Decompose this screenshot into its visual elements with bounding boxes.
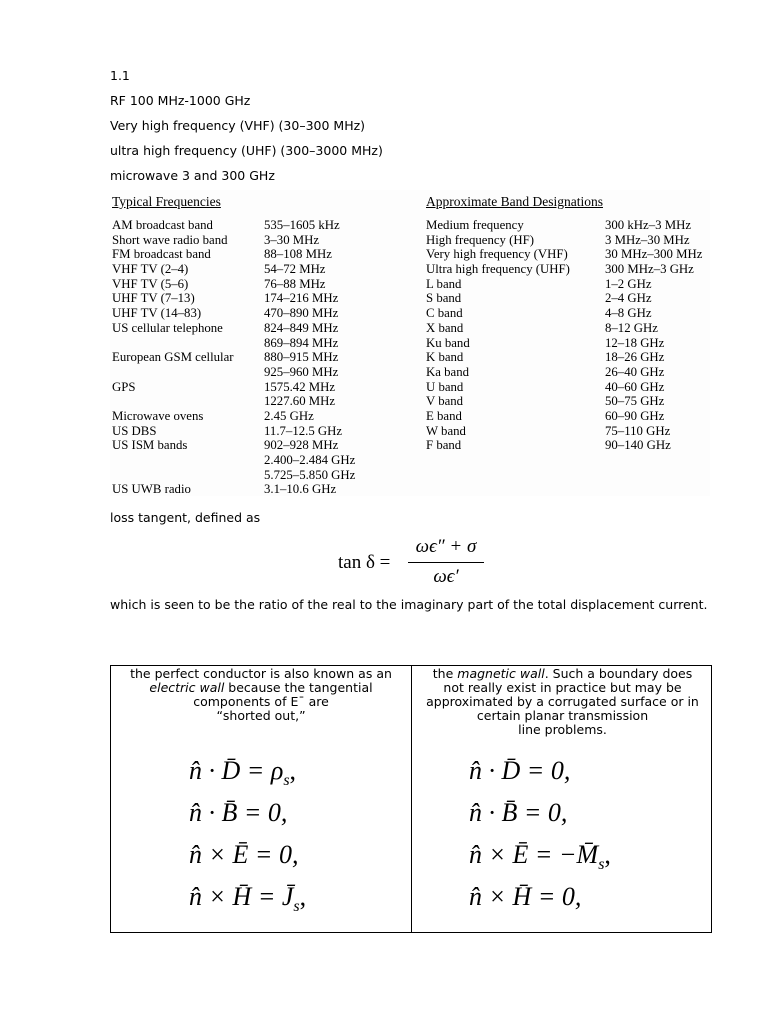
bands-names-4: L band <box>426 276 462 291</box>
band-designations-title: Approximate Band Designations <box>426 194 603 209</box>
electric-eq-1-body: n̂ · D̄ = ρ <box>189 756 284 785</box>
magnetic-wall-line-1-pre: the <box>432 666 458 681</box>
formula-numerator: ωϵ″ + σ <box>415 536 477 557</box>
bands-names-14: W band <box>426 423 466 438</box>
frequency-table-image <box>110 190 710 496</box>
typical-names-5: UHF TV (7–13) <box>112 291 195 306</box>
bands-names-9: K band <box>426 350 464 365</box>
magnetic-eq-3: n̂ × Ē = $-M̄_s$, <box>469 840 611 874</box>
magnetic-eq-2: n̂ · B̄ = 0, <box>469 798 568 827</box>
electric-wall-line-3: components of E¯ are <box>193 694 329 709</box>
bands-values-7: 8–12 GHz <box>605 320 658 335</box>
typical-names-16 <box>112 453 234 468</box>
bands-names-3: Ultra high frequency (UHF) <box>426 262 570 277</box>
bands-values-6: 4–8 GHz <box>605 306 652 321</box>
magnetic-wall-line-4: certain planar transmission <box>476 708 649 723</box>
formula-denominator: ωϵ′ <box>433 566 459 587</box>
bands-names-13: E band <box>426 408 462 423</box>
bands-values-2: 30 MHz–300 MHz <box>605 247 703 262</box>
electric-eq-2: n̂ · B̄ = 0, <box>189 798 288 827</box>
bands-names-11: U band <box>426 379 464 394</box>
typical-names-column <box>112 218 234 497</box>
bands-values-12: 50–75 GHz <box>605 394 665 409</box>
magnetic-wall-line-3: approximated by a corrugated surface or in <box>426 694 699 709</box>
magnetic-wall-line-1 <box>412 667 713 681</box>
electric-wall-line-1: the perfect conductor is also known as an <box>130 666 392 681</box>
uhf-line: ultra high frequency (UHF) (300–3000 MHz) <box>110 143 383 158</box>
bands-values-13: 60–90 GHz <box>605 408 665 423</box>
bands-values-14: 75–110 GHz <box>605 423 671 438</box>
typical-names-8 <box>112 336 234 351</box>
typical-names-17 <box>112 468 234 483</box>
fraction-bar <box>408 562 484 563</box>
typical-values-2: 88–108 MHz <box>264 247 332 262</box>
bands-values-9: 18–26 GHz <box>605 350 665 365</box>
electric-eq-3: n̂ × Ē = 0, <box>189 840 299 869</box>
typical-values-17: 5.725–5.850 GHz <box>264 467 356 482</box>
typical-values-6: 470–890 MHz <box>264 306 339 321</box>
electric-wall-term: electric wall <box>149 680 225 695</box>
typical-values-11: 1575.42 MHz <box>264 379 336 394</box>
typical-names-18: US UWB radio <box>112 482 191 497</box>
electric-wall-line-2-rest: because the tangential <box>224 680 373 695</box>
typical-values-10: 925–960 MHz <box>264 364 339 379</box>
bands-values-10: 26–40 GHz <box>605 364 665 379</box>
bands-names-5: S band <box>426 291 462 306</box>
bands-names-8: Ku band <box>426 335 470 350</box>
typical-names-14: US DBS <box>112 423 157 438</box>
electric-wall-equations <box>189 750 306 918</box>
bands-values-1: 3 MHz–30 MHz <box>605 232 690 247</box>
boundary-conditions-table <box>110 665 712 933</box>
typical-names-6: UHF TV (14–83) <box>112 306 202 321</box>
electric-eq-1: n̂ · D̄ = $\rho_s$, <box>189 756 297 790</box>
magnetic-eq-1: n̂ · D̄ = 0, <box>469 756 571 785</box>
bands-values-3: 300 MHz–3 GHz <box>605 262 694 277</box>
bands-names-2: Very high frequency (VHF) <box>426 247 568 262</box>
bands-names-12: V band <box>426 394 464 409</box>
bands-values-0: 300 kHz–3 MHz <box>605 218 692 232</box>
typical-names-15: US ISM bands <box>112 438 188 453</box>
magnetic-eq-4: n̂ × H̄ = 0, <box>469 882 582 911</box>
vhf-line: Very high frequency (VHF) (30–300 MHz) <box>110 118 366 133</box>
electric-wall-line-2 <box>111 681 411 695</box>
magnetic-wall-equations <box>469 750 611 918</box>
bands-values-15: 90–140 GHz <box>605 438 671 453</box>
electric-wall-text <box>111 667 411 723</box>
typical-values-column <box>264 218 355 497</box>
magnetic-wall-line-1-rest: . Such a boundary does <box>544 666 693 681</box>
electric-eq-4-sub: s <box>293 898 300 916</box>
band-values-column <box>605 218 702 453</box>
bands-names-0: Medium frequency <box>426 218 524 232</box>
bands-names-10: Ka band <box>426 364 469 379</box>
electric-eq-4-body: n̂ × H̄ = J̄ <box>189 882 294 911</box>
typical-names-7: US cellular telephone <box>112 320 223 335</box>
microwave-line: microwave 3 and 300 GHz <box>110 168 275 183</box>
typical-values-16: 2.400–2.484 GHz <box>264 453 356 467</box>
electric-eq-4: n̂ × H̄ = $J̄_s$, <box>189 882 307 916</box>
bands-names-6: C band <box>426 306 463 321</box>
bands-values-8: 12–18 GHz <box>605 335 665 350</box>
magnetic-wall-text <box>412 667 713 737</box>
typical-names-2: FM broadcast band <box>112 247 211 262</box>
band-names-column <box>426 218 570 453</box>
bands-names-15: F band <box>426 438 462 453</box>
electric-wall-line-4: “shorted out,” <box>216 708 306 723</box>
rf-range-line: RF 100 MHz-1000 GHz <box>110 93 251 108</box>
typical-names-4: VHF TV (5–6) <box>112 276 189 291</box>
typical-values-3: 54–72 MHz <box>264 262 326 277</box>
typical-names-3: VHF TV (2–4) <box>112 262 189 277</box>
typical-values-15: 902–928 MHz <box>264 438 339 453</box>
bands-names-1: High frequency (HF) <box>426 232 535 247</box>
typical-names-11: GPS <box>112 379 136 394</box>
typical-values-8: 869–894 MHz <box>264 335 339 350</box>
typical-names-0: AM broadcast band <box>112 218 213 232</box>
formula-lhs: tan δ = <box>338 552 391 573</box>
bands-names-7: X band <box>426 320 464 335</box>
bands-values-11: 40–60 GHz <box>605 379 665 394</box>
magnetic-eq-3-sub: s <box>598 856 605 874</box>
section-number: 1.1 <box>110 68 130 83</box>
electric-eq-1-sub: s <box>283 772 290 790</box>
typical-values-9: 880–915 MHz <box>264 350 339 365</box>
bands-values-4: 1–2 GHz <box>605 276 652 291</box>
bands-values-5: 2–4 GHz <box>605 291 652 306</box>
typical-names-12 <box>112 394 234 409</box>
typical-names-10 <box>112 365 234 380</box>
magnetic-eq-3-body: n̂ × Ē = −M̄ <box>469 840 599 869</box>
typical-values-4: 76–88 MHz <box>264 276 326 291</box>
typical-values-12: 1227.60 MHz <box>264 394 336 409</box>
typical-values-1: 3–30 MHz <box>264 232 320 247</box>
loss-tangent-formula <box>0 536 768 596</box>
magnetic-wall-term: magnetic wall <box>457 666 545 681</box>
typical-names-1: Short wave radio band <box>112 232 228 247</box>
typical-frequencies-title: Typical Frequencies <box>112 194 221 209</box>
typical-values-18: 3.1–10.6 GHz <box>264 482 337 497</box>
typical-names-13: Microwave ovens <box>112 408 204 423</box>
typical-values-14: 11.7–12.5 GHz <box>264 423 343 438</box>
typical-values-0: 535–1605 kHz <box>264 218 340 232</box>
typical-values-7: 824–849 MHz <box>264 320 339 335</box>
typical-names-9: European GSM cellular <box>112 350 234 365</box>
magnetic-wall-line-5: line problems. <box>518 722 607 737</box>
displacement-paragraph: which is seen to be the ratio of the real to the imaginary part of the total displacement current. <box>110 597 708 612</box>
typical-values-5: 174–216 MHz <box>264 291 339 306</box>
loss-tangent-label: loss tangent, defined as <box>110 510 261 525</box>
typical-values-13: 2.45 GHz <box>264 408 314 423</box>
magnetic-wall-line-2: not really exist in practice but may be <box>443 680 682 695</box>
